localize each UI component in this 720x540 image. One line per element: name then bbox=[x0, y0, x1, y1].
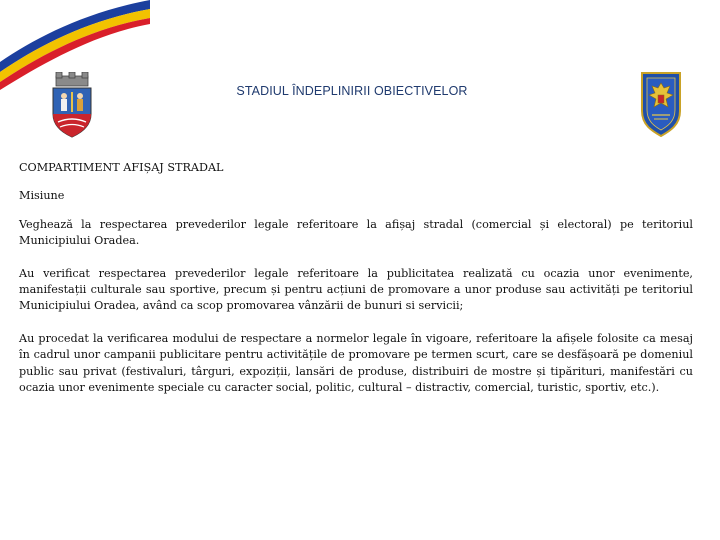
paragraph-3: Au procedat la verificarea modului de respectare a normelor legale în vigoare, referitoare la afișele folosite ca mesaj în cadrul unor campanii publicitare pentru activitățile de promovare pe termen scurt, care se desfășoară pe domeniul public sau privat (festivaluri, târguri, expoziții, lansări de produse, distribuiri de mostre și tipărituri, manifestări cu ocazia unor evenimente speciale cu caracter social, politic, cultural – distractiv, comercial, turistic, sportiv, etc.). bbox=[19, 331, 693, 395]
section-heading: Misiune bbox=[19, 189, 65, 203]
paragraph-1: Veghează la respectarea prevederilor legale referitoare la afișaj stradal (comercial și electoral) pe teritoriul Municipiului Oradea. bbox=[19, 217, 693, 248]
department-name: COMPARTIMENT AFIȘAJ STRADAL bbox=[19, 161, 224, 174]
page-title: STADIUL ÎNDEPLINIRII OBIECTIVELOR bbox=[236, 84, 468, 98]
document-body bbox=[19, 160, 693, 412]
oradea-coat-of-arms-icon bbox=[50, 72, 94, 138]
paragraph-2: Au verificat respectarea prevederilor legale referitoare la publicitatea realizată cu ocazia unor evenimente, manifestații culturale sau sportive, precum și pentru acțiuni de promovare a unor produse sau activități pe teritoriul Municipiului Oradea, având ca scop promovarea vânzării de bunuri si servicii; bbox=[19, 266, 693, 313]
police-crest-icon bbox=[640, 71, 682, 137]
